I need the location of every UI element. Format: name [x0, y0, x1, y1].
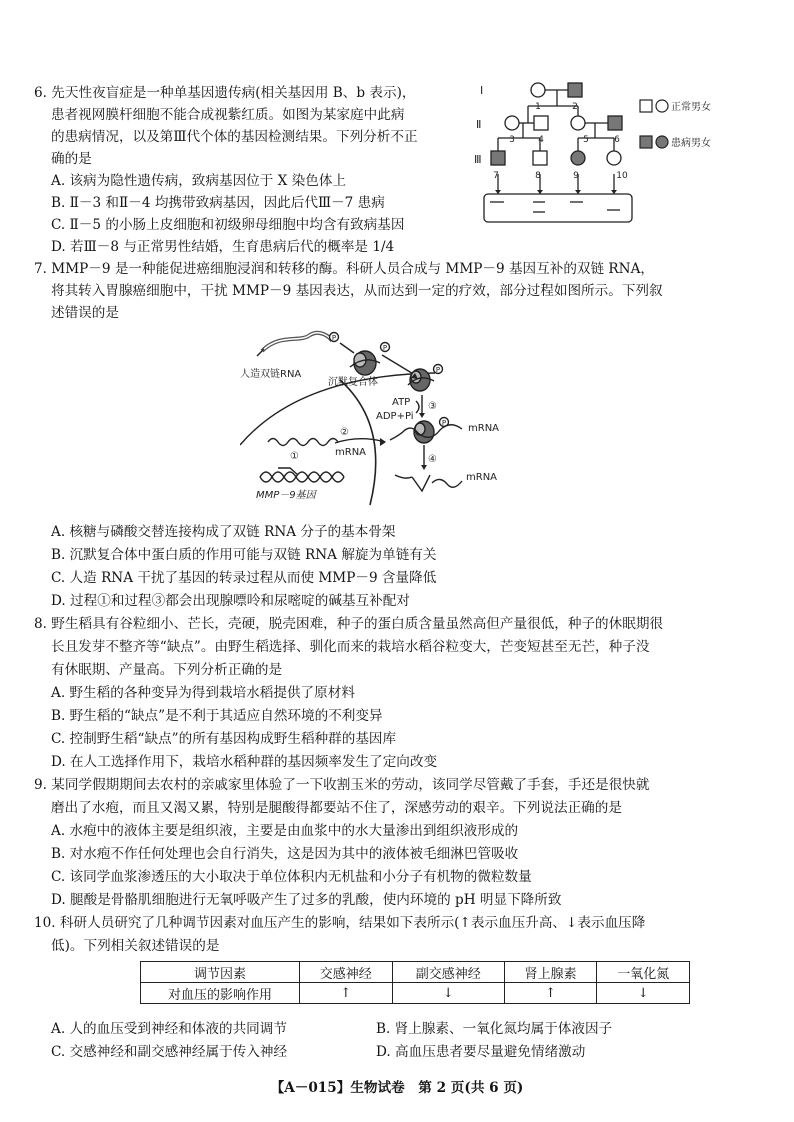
label-step-4: ④: [428, 454, 437, 465]
table-header-cell: 肾上腺素: [504, 962, 597, 983]
gene-detection-box: [484, 194, 632, 222]
q6-option-a: A. 该病为隐性遗传病，致病基因位于 X 染色体上: [51, 173, 347, 189]
label-step-2: ②: [340, 427, 349, 438]
q8-stem-line-3: 有休眠期、产量高。下列分析正确的是: [51, 662, 283, 678]
legend-affected-label: 患病男女: [671, 138, 711, 149]
q6-stem-line-1: 6. 先天性夜盲症是一种单基因遗传病(相关基因用 B、b 表示)，: [34, 85, 416, 101]
table-header-cell: 副交感神经: [392, 962, 504, 983]
label-adp-pi: ADP+Pi: [376, 411, 414, 422]
table-cell-arrow: ↑: [504, 983, 597, 1004]
q9-stem-line-2: 磨出了水疱，而且又渴又累，特别是腿酸得都要站不住了，深感劳动的艰辛。下列说法正确的是: [51, 800, 622, 816]
label-mmp9-gene: MMP－9基因: [256, 490, 316, 501]
id-3: 3: [509, 135, 515, 145]
q6-stem-line-4: 确的是: [51, 151, 92, 167]
q9-stem-line-1: 9. 某同学假期期间去农村的亲戚家里体验了一下收割玉米的劳动，该同学尽管戴了手套，手还是很快就: [34, 777, 650, 793]
q8-option-a: A. 野生稻的各种变异为得到栽培水稻提供了原材料: [51, 685, 355, 701]
table-header-cell: 调节因素: [141, 962, 300, 983]
id-9: 9: [573, 171, 579, 181]
pedigree-female-10: [607, 151, 621, 165]
id-7: 7: [493, 171, 499, 181]
table-header-cell: 交感神经: [300, 962, 393, 983]
id-6: 6: [614, 135, 620, 145]
label-mrna-right: mRNA: [468, 423, 500, 434]
nuclear-membrane-arc: [340, 380, 376, 505]
gen-label-2: Ⅱ: [476, 118, 482, 131]
phosphate-p-2: P: [382, 344, 388, 352]
artificial-dsrna: [262, 333, 332, 351]
pedigree-male-7: [491, 151, 505, 165]
q9-option-b: B. 对水疱不作任何处理也会自行消失，这是因为其中的液体被毛细淋巴管吸收: [51, 846, 519, 862]
scissors-icon: [412, 475, 430, 491]
table-cell-arrow: ↑: [300, 983, 393, 1004]
id-5: 5: [583, 135, 589, 145]
id-1: 1: [535, 102, 541, 112]
legend-normal-label: 正常男女: [671, 102, 711, 113]
id-4: 4: [538, 135, 544, 145]
q7-option-d: D. 过程①和过程③都会出现腺嘌呤和尿嘧啶的碱基互补配对: [51, 593, 410, 609]
label-mrna-bottom: mRNA: [466, 472, 498, 483]
q10-option-a: A. 人的血压受到神经和体液的共同调节: [51, 1021, 287, 1037]
q8-stem-line-2: 长且发芽不整齐等“缺点”。由野生稻选择、驯化而来的栽培水稻谷粒变大，芒变短甚至无芒，种子没: [51, 639, 650, 655]
q10-stem-line-2: 低)。下列相关叙述错误的是: [51, 938, 220, 954]
label-artificial-dsrna: 人造双链RNA: [240, 369, 302, 380]
q10-stem-line-1: 10. 科研人员研究了几种调节因素对血压产生的影响，结果如下表所示(↑表示血压升高、↓表示血压降: [34, 915, 646, 931]
pedigree-female-3: [505, 116, 519, 130]
q7-stem-line-2: 将其转入胃腺癌细胞中，干扰 MMP－9 基因表达，从而达到一定的疗效，部分过程如图所示。下列叙: [51, 283, 663, 299]
q9-option-d: D. 腿酸是骨骼肌细胞进行无氧呼吸产生了过多的乳酸，使内环境的 pH 明显下降所致: [51, 892, 562, 908]
q10-option-d: D. 高血压患者要尽量避免情绪激动: [376, 1044, 586, 1060]
table-header-cell: 一氧化氮: [597, 962, 690, 983]
q7-option-a: A. 核糖与磷酸交替连接构成了双链 RNA 分子的基本骨架: [51, 524, 396, 540]
phosphate-p-1: P: [331, 334, 337, 342]
label-mrna-nucleus: mRNA: [335, 447, 367, 458]
label-atp: ATP: [392, 397, 411, 408]
table-header-row: [141, 962, 690, 983]
gen-label-1: Ⅰ: [480, 84, 484, 97]
legend-affected-female-icon: [656, 136, 668, 148]
q7-option-b: B. 沉默复合体中蛋白质的作用可能与双链 RNA 解旋为单链有关: [51, 547, 437, 563]
phosphate-p-3: P: [435, 366, 441, 374]
q6-option-b: B. Ⅱ－3 和Ⅱ－4 均携带致病基因，因此后代Ⅲ－7 患病: [51, 195, 385, 211]
q7-stem-line-3: 述错误的是: [51, 305, 119, 321]
pedigree-male-6: [608, 116, 622, 130]
q6-stem-line-3: 的患病情况，以及第Ⅲ代个体的基因检测结果。下列分析不正: [51, 129, 418, 145]
id-2: 2: [572, 102, 578, 112]
blood-pressure-table: [140, 961, 690, 1004]
rnai-diagram: [240, 325, 540, 510]
label-step-1: ①: [290, 451, 299, 462]
q6-stem-line-2: 患者视网膜杆细胞不能合成视紫红质。如图为某家庭中此病: [51, 107, 405, 123]
pedigree-female-1: [531, 83, 545, 97]
pedigree-male-8: [533, 151, 547, 165]
table-cell-arrow: ↓: [597, 983, 690, 1004]
legend-normal-female-icon: [656, 100, 668, 112]
q9-option-c: C. 该同学血浆渗透压的大小取决于单位体积内无机盐和小分子有机物的微粒数量: [51, 869, 532, 885]
id-8: 8: [535, 171, 541, 181]
mrna-wave: [268, 439, 338, 446]
pedigree-diagram: [472, 78, 782, 238]
q8-stem-line-1: 8. 野生稻具有谷粒细小、芒长，壳硬，脱壳困难，种子的蛋白质含量虽然高但产量很低，种子的休眠期很: [34, 616, 664, 632]
table-cell: 对血压的影响作用: [141, 983, 300, 1004]
legend-normal-male-icon: [640, 100, 652, 112]
q9-option-a: A. 水疱中的液体主要是组织液，主要是由血浆中的水大量渗出到组织液形成的: [51, 823, 519, 839]
label-step-3: ③: [428, 401, 437, 412]
pedigree-female-9: [571, 151, 585, 165]
pedigree-male-4: [534, 116, 548, 130]
q8-option-d: D. 在人工选择作用下，栽培水稻种群的基因频率发生了定向改变: [51, 754, 438, 770]
q8-option-b: B. 野生稻的“缺点”是不利于其适应自然环境的不利变异: [51, 708, 383, 724]
table-cell-arrow: ↓: [392, 983, 504, 1004]
q10-option-b: B. 肾上腺素、一氧化氮均属于体液因子: [376, 1021, 613, 1037]
label-silencing-complex: 沉默复合体: [328, 377, 378, 388]
table-row: [141, 983, 690, 1004]
q6-option-c: C. Ⅱ－5 的小肠上皮细胞和初级卵母细胞中均含有致病基因: [51, 217, 405, 233]
pedigree-female-5: [571, 116, 585, 130]
id-10: 10: [616, 171, 628, 181]
q8-option-c: C. 控制野生稻“缺点”的所有基因构成野生稻种群的基因库: [51, 731, 397, 747]
gen-label-3: Ⅲ: [474, 153, 482, 166]
page-footer: 【A－015】生物试卷 第 2 页(共 6 页): [270, 1080, 524, 1096]
q10-option-c: C. 交感神经和副交感神经属于传入神经: [51, 1044, 288, 1060]
q7-option-c: C. 人造 RNA 干扰了基因的转录过程从而使 MMP－9 含量降低: [51, 570, 437, 586]
legend-affected-male-icon: [640, 136, 652, 148]
pedigree-male-2: [568, 83, 582, 97]
q7-stem-line-1: 7. MMP－9 是一种能促进癌细胞浸润和转移的酶。科研人员合成与 MMP－9 基因互补的双链 RNA，: [34, 261, 654, 277]
phosphate-p-4: P: [441, 419, 447, 427]
q6-option-d: D. 若Ⅲ－8 与正常男性结婚，生育患病后代的概率是 1/4: [51, 239, 395, 255]
